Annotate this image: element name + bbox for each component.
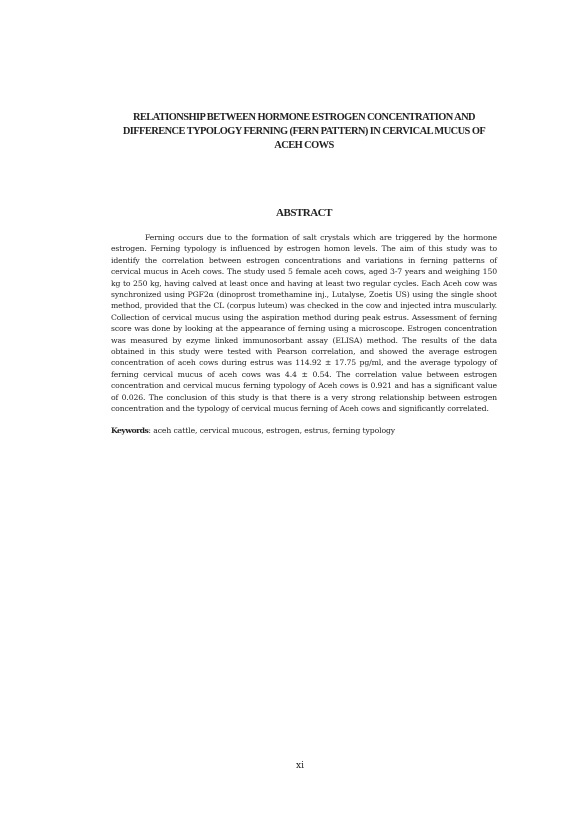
abstract-heading: ABSTRACT (276, 207, 332, 219)
abstract-paragraph: Ferning occurs due to the formation of salt crystals which are triggered by the hormone estrogen. Ferning typology is influenced by estrogen homon levels. The aim of this study was to identify the correlation between estrogen concentrations and variations in ferning patterns of cervical mucus in Aceh cows. The study used 5 female aceh cows, aged 3-7 years and weighing 150 kg to 250 kg, having calved at least once and having at least two regular cycles. Each Aceh cow was synchronized using PGF2α (dinoprost tromethamine inj., Lutalyse, Zoetis US) using the single shoot method, provided that the CL (corpus luteum) was checked in the cow and injected intra muscularly. Collection of cervical mucus using the aspiration method during peak estrus. Assessment of ferning score was done by looking at the appearance of ferning using a microscope. Estrogen concentration was measured by ezyme linked immunosorbant assay (ELISA) method. The results of the data obtained in this study were tested with Pearson correlation, and showed the average estrogen concentration of aceh cows during estrus was 114.92 ± 17.75 pg/ml, and the average typology of ferning cervical mucus of aceh cows was 4.4 ± 0.54. The correlation value between estrogen concentration and cervical mucus ferning typology of Aceh cows is 0.921 and has a significant value of 0.026. The conclusion of this study is that there is a very strong relationship between estrogen concentration and the typology of cervical mucus ferning of Aceh cows and significantly correlated. (111, 233, 497, 414)
keywords-line (111, 425, 501, 436)
page-number: xi (296, 761, 304, 771)
abstract-body (111, 232, 497, 415)
keywords-label: Keywords (111, 426, 149, 435)
keywords-list: : aceh cattle, cervical mucous, estrogen, estrus, ferning typology (148, 426, 396, 435)
paper-title: RELATIONSHIP BETWEEN HORMONE ESTROGEN CONCENTRATION AND DIFFERENCE TYPOLOGY FERNING (FERN PATTERN) IN CERVICAL MUCUS OF ACEH COWS (122, 112, 486, 151)
